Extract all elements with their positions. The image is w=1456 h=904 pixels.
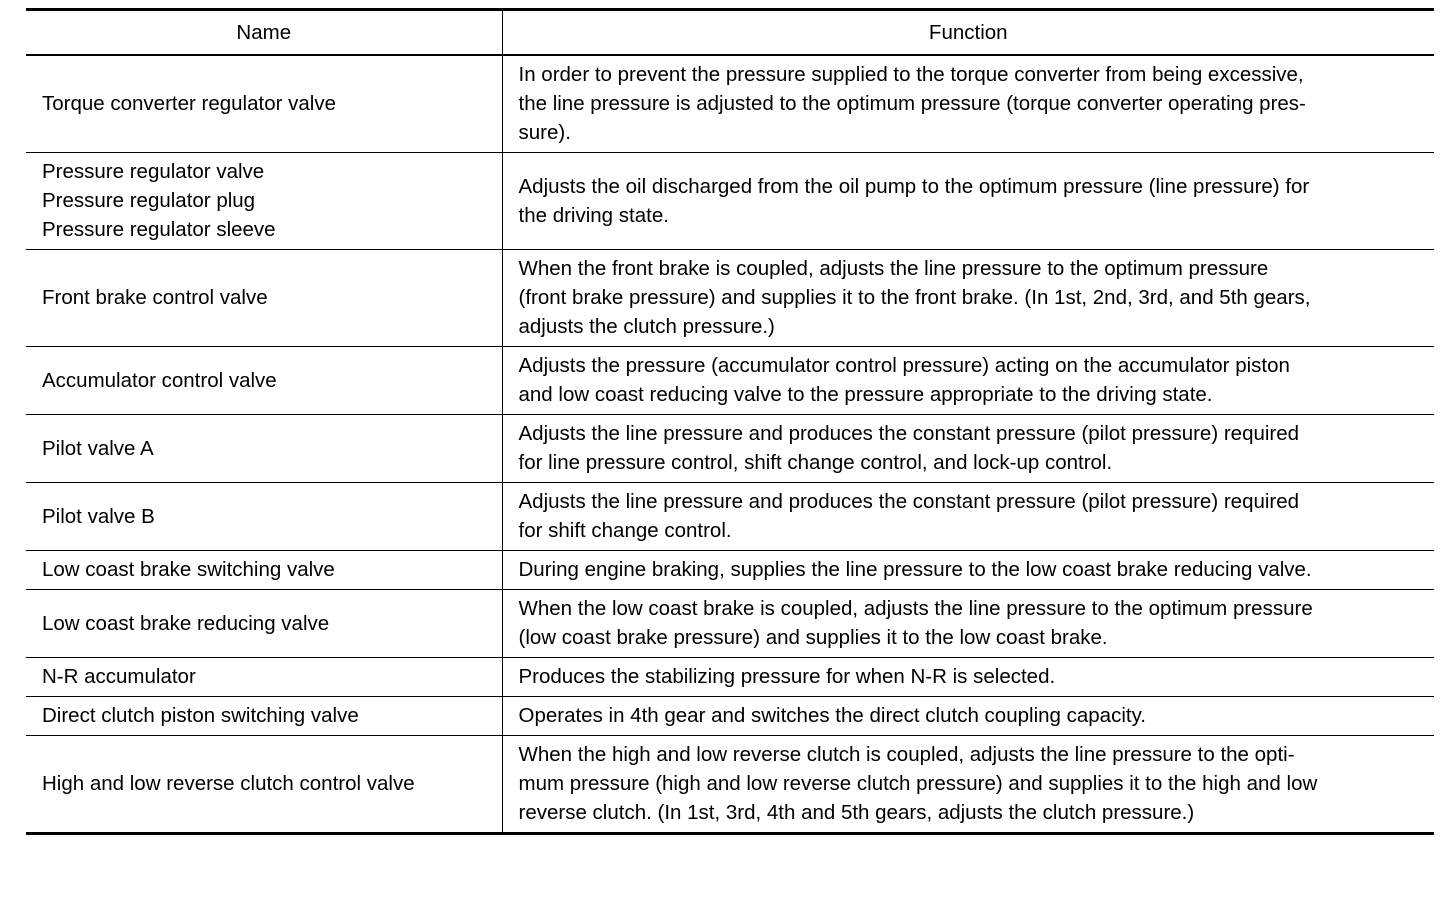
table-row xyxy=(26,551,1434,590)
function-description-line: When the high and low reverse clutch is coupled, adjusts the line pressure to the opti- xyxy=(518,743,1295,766)
function-description-line: the driving state. xyxy=(518,203,669,227)
valve-name-line: Pressure regulator sleeve xyxy=(42,218,276,241)
valve-function-table xyxy=(26,8,1434,835)
function-description-line: Adjusts the pressure (accumulator control pressure) acting on the accumulator piston xyxy=(518,354,1290,377)
function-description-line: reverse clutch. (In 1st, 3rd, 4th and 5th gears, adjusts the clutch pressure.) xyxy=(518,801,1195,824)
function-description-line: Adjusts the line pressure and produces the constant pressure (pilot pressure) required xyxy=(518,490,1300,513)
function-description-cell xyxy=(502,551,1434,590)
valve-name-line: Direct clutch piston switching valve xyxy=(42,704,359,727)
function-description-line: Produces the stabilizing pressure for when N-R is selected. xyxy=(518,665,1056,688)
function-description-cell xyxy=(502,697,1434,736)
table-body xyxy=(26,55,1434,834)
function-description-line: (front brake pressure) and supplies it to the front brake. (In 1st, 2nd, 3rd, and 5th gears, xyxy=(518,286,1311,309)
valve-name-cell xyxy=(26,736,502,834)
table-row xyxy=(26,658,1434,697)
function-description-line: When the low coast brake is coupled, adjusts the line pressure to the optimum pressure xyxy=(518,597,1313,620)
function-description-line: In order to prevent the pressure supplied to the torque converter from being excessive, xyxy=(518,63,1304,86)
function-description-line: Operates in 4th gear and switches the direct clutch coupling capacity. xyxy=(518,704,1146,727)
valve-name-line: Pressure regulator plug xyxy=(42,189,256,212)
valve-name-line: Low coast brake reducing valve xyxy=(42,611,330,635)
header-row xyxy=(26,10,1434,56)
function-description-line: for line pressure control, shift change control, and lock-up control. xyxy=(518,451,1113,474)
function-description-cell xyxy=(502,347,1434,415)
function-description-line: When the front brake is coupled, adjusts the line pressure to the optimum pressure xyxy=(518,257,1269,280)
function-description-line: sure). xyxy=(518,121,571,144)
function-description-line: adjusts the clutch pressure.) xyxy=(518,315,775,338)
function-description-cell xyxy=(502,415,1434,483)
table-row xyxy=(26,347,1434,415)
table-row xyxy=(26,55,1434,153)
valve-name-line: N-R accumulator xyxy=(42,665,196,688)
valve-name-line: Torque converter regulator valve xyxy=(42,92,336,115)
valve-name-cell xyxy=(26,250,502,347)
valve-name-cell xyxy=(26,658,502,697)
valve-name-cell xyxy=(26,347,502,415)
valve-name-cell xyxy=(26,483,502,551)
valve-name-line: Accumulator control valve xyxy=(42,368,277,392)
function-description-cell xyxy=(502,736,1434,834)
column-header-function: Function xyxy=(502,10,1434,56)
function-description-line: During engine braking, supplies the line pressure to the low coast brake reducing valve. xyxy=(518,558,1312,581)
table-row xyxy=(26,483,1434,551)
function-description-line: (low coast brake pressure) and supplies it to the low coast brake. xyxy=(518,626,1108,649)
valve-name-line: Pressure regulator valve xyxy=(42,160,265,183)
valve-name-cell xyxy=(26,551,502,590)
table-row xyxy=(26,590,1434,658)
valve-name-cell xyxy=(26,55,502,153)
function-description-line: and low coast reducing valve to the pressure appropriate to the driving state. xyxy=(518,383,1213,406)
function-description-cell xyxy=(502,153,1434,250)
function-description-cell xyxy=(502,483,1434,551)
valve-name-line: Pilot valve A xyxy=(42,436,154,460)
function-description-line: for shift change control. xyxy=(518,519,732,542)
valve-name-line: Low coast brake switching valve xyxy=(42,558,335,581)
table-row xyxy=(26,697,1434,736)
function-description-cell xyxy=(502,658,1434,697)
function-description-cell xyxy=(502,590,1434,658)
valve-name-cell xyxy=(26,697,502,736)
column-header-name: Name xyxy=(26,10,502,56)
table-row xyxy=(26,736,1434,834)
valve-name-line: High and low reverse clutch control valve xyxy=(42,772,415,795)
function-description-line: the line pressure is adjusted to the optimum pressure (torque converter operating pres- xyxy=(518,92,1306,115)
function-description-cell xyxy=(502,250,1434,347)
table-row xyxy=(26,250,1434,347)
valve-name-cell xyxy=(26,590,502,658)
valve-name-cell xyxy=(26,415,502,483)
function-description-line: Adjusts the oil discharged from the oil pump to the optimum pressure (line pressure) for xyxy=(518,174,1310,198)
valve-name-line: Front brake control valve xyxy=(42,286,268,309)
valve-name-line: Pilot valve B xyxy=(42,504,155,528)
function-description-line: mum pressure (high and low reverse clutch pressure) and supplies it to the high and low xyxy=(518,772,1318,795)
function-description-cell xyxy=(502,55,1434,153)
table-row xyxy=(26,415,1434,483)
table-row xyxy=(26,153,1434,250)
function-description-line: Adjusts the line pressure and produces the constant pressure (pilot pressure) required xyxy=(518,422,1300,445)
valve-name-cell xyxy=(26,153,502,250)
